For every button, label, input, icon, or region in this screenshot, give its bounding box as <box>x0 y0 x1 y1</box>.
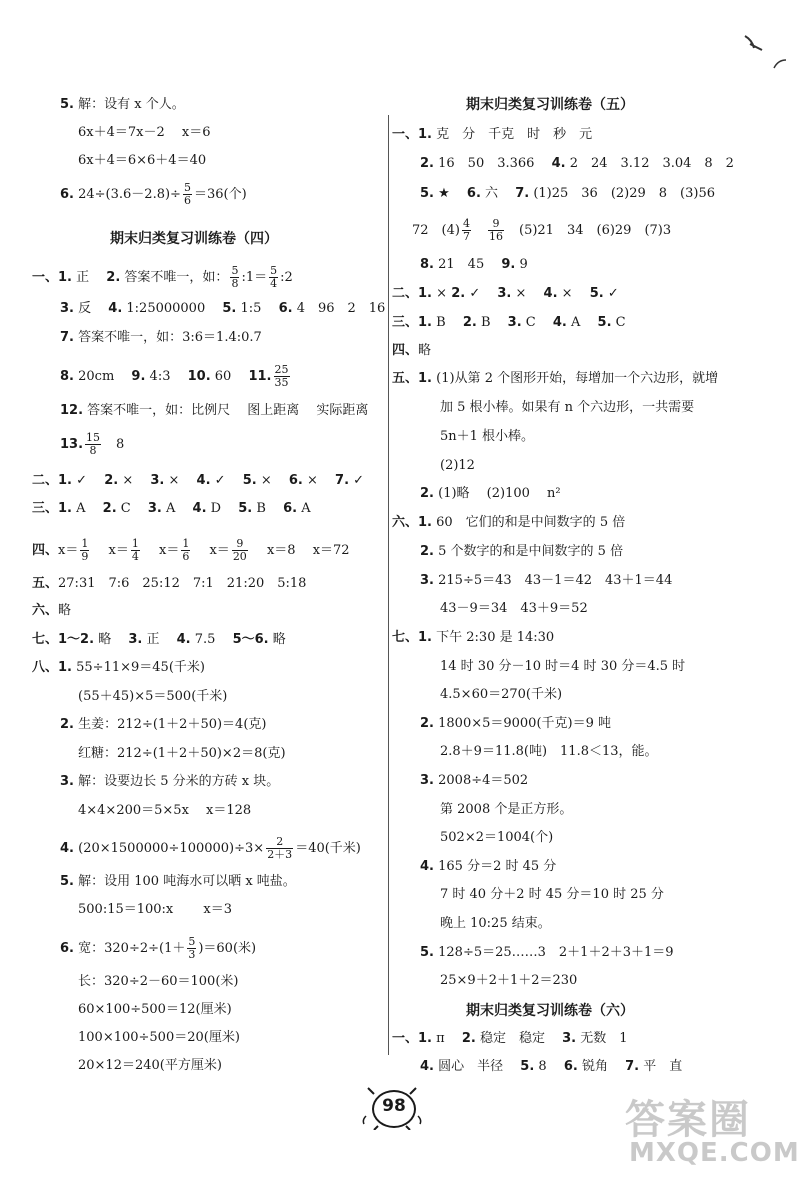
answer-text: 略 <box>272 632 286 647</box>
question-number: 7. <box>625 1059 640 1074</box>
question-number: 3. <box>420 573 434 588</box>
section-prefix: 五、 <box>392 371 419 386</box>
question-number: 5. <box>60 874 74 889</box>
answer-line <box>420 944 674 962</box>
answer-text: A <box>166 501 176 516</box>
answer-text: 正 <box>146 632 160 647</box>
denominator: 16 <box>488 230 503 243</box>
answer-line: 60×100÷500＝12(厘米) <box>78 1002 232 1017</box>
question-number: 2. <box>104 473 119 488</box>
question-number: 2. <box>420 716 434 731</box>
question-number: 11. <box>248 369 272 384</box>
answer-text: 六 <box>485 186 499 201</box>
answer-text: 2008÷4＝502 <box>438 773 529 788</box>
answer-text: 8 <box>116 437 125 452</box>
section-prefix: 三、 <box>32 501 59 516</box>
answer-line <box>60 329 262 347</box>
fraction <box>269 265 278 290</box>
answer-line <box>392 514 625 532</box>
answer-text: (1)从第 2 个图形开始，每增加一个六边形，就增 <box>436 371 719 386</box>
answer-line: 4×4×200＝5×5x x＝128 <box>78 803 252 818</box>
question-number: 2. <box>451 286 466 301</box>
section-prefix: 一、 <box>392 127 419 142</box>
numerator: 1 <box>131 537 139 550</box>
denominator: 8 <box>89 444 97 457</box>
numerator: 5 <box>270 264 278 277</box>
answer-text: 生姜：212÷(1＋2＋50)＝4(克) <box>78 717 267 732</box>
question-number: 5. <box>520 1059 535 1074</box>
answer-line <box>392 342 431 360</box>
question-number: 4. <box>176 632 191 647</box>
answer-line: (2)12 <box>440 458 475 473</box>
question-number: 4. <box>196 473 211 488</box>
answer-text: x＝72 <box>312 543 350 558</box>
answer-text: )＝60(米) <box>198 941 257 956</box>
section-prefix: 六、 <box>32 603 59 618</box>
answer-line: 43－9＝34 43＋9＝52 <box>440 601 588 616</box>
answer-line: 500:15＝100:x x＝3 <box>78 902 232 917</box>
answer-line <box>60 96 185 114</box>
question-number: 3. <box>60 301 74 316</box>
answer-text: 反 <box>78 301 92 316</box>
answer-text: (5)21 34 (6)29 (7)3 <box>519 223 672 238</box>
question-number: 9. <box>501 257 516 272</box>
answer-line: 25×9＋2＋1＋2＝230 <box>440 973 578 988</box>
answer-text: × <box>122 473 134 488</box>
fraction <box>488 218 504 243</box>
answer-text: π <box>436 1031 445 1046</box>
denominator: 4 <box>270 277 278 290</box>
question-number: 3. <box>562 1031 577 1046</box>
answer-line <box>420 155 734 173</box>
answer-line <box>392 314 626 332</box>
question-number: 2. <box>461 1031 476 1046</box>
answer-text: A <box>76 501 86 516</box>
answer-line: 14 时 30 分－10 时＝4 时 30 分＝4.5 时 <box>440 659 686 674</box>
answer-text: 1:25000000 <box>126 301 206 316</box>
answer-text: 正 <box>76 270 90 285</box>
denominator: 20 <box>232 550 247 563</box>
question-number: 13. <box>60 437 84 452</box>
answer-text: × <box>307 473 318 488</box>
question-number: 6. <box>60 941 74 956</box>
answer-line <box>60 836 361 861</box>
numerator: 5 <box>231 264 239 277</box>
numerator: 25 <box>274 363 289 376</box>
answer-line <box>60 300 385 318</box>
question-number: 5. <box>242 473 257 488</box>
answer-line: 100×100÷500＝20(厘米) <box>78 1030 240 1045</box>
question-number: 1. <box>418 127 432 142</box>
question-number: 1. <box>58 270 72 285</box>
answer-line: 加 5 根小棒。如果有 n 个六边形，一共需要 <box>440 400 695 415</box>
answer-text: x＝ <box>209 543 230 558</box>
answer-text: ✓ <box>353 473 365 488</box>
question-number: 1～2. <box>58 632 95 647</box>
answer-text: 165 分＝2 时 45 分 <box>438 859 557 874</box>
answer-text: 1800×5＝9000(千克)＝9 吨 <box>438 716 612 731</box>
question-number: 3. <box>128 632 143 647</box>
answer-text: × <box>168 473 180 488</box>
answer-text: 答案不唯一，如：3:6＝1.4:0.7 <box>78 330 262 345</box>
answer-text: × <box>515 286 527 301</box>
numerator: 2 <box>266 836 293 849</box>
section-title: 期末归类复习训练卷（四） <box>110 231 278 247</box>
answer-line <box>60 873 296 891</box>
answer-line <box>32 472 364 490</box>
answer-text: 21 45 <box>438 257 485 272</box>
question-number: 3. <box>60 774 74 789</box>
section-prefix: 七、 <box>32 632 59 647</box>
answer-text: (1)略 (2)100 n² <box>438 486 561 501</box>
question-number: 4. <box>543 286 558 301</box>
question-number: 5. <box>420 186 434 201</box>
answer-text: x＝ <box>58 543 79 558</box>
answer-text: 1:5 <box>240 301 262 316</box>
section-prefix: 四、 <box>392 343 419 358</box>
answer-line <box>392 629 554 647</box>
answer-text: ＝40(千米) <box>295 841 361 856</box>
answer-text: 答案不唯一，如： <box>124 270 229 285</box>
question-number: 2. <box>106 270 121 285</box>
question-number: 1. <box>58 660 72 675</box>
answer-text: C <box>525 315 536 330</box>
answer-line <box>412 218 671 243</box>
numerator: 1 <box>81 537 89 550</box>
section-prefix: 二、 <box>392 286 419 301</box>
answer-line: 502×2＝1004(个) <box>440 830 554 845</box>
question-number: 6. <box>60 187 74 202</box>
answer-line <box>392 126 592 144</box>
question-number: 3. <box>420 773 434 788</box>
page-number-label: 98 <box>382 1096 406 1116</box>
answer-line: (55＋45)×5＝500(千米) <box>78 689 228 704</box>
answer-text: x＝ <box>158 543 180 558</box>
question-number: 10. <box>187 369 211 384</box>
answer-line: 7 时 40 分＋2 时 45 分＝10 时 25 分 <box>440 887 664 902</box>
question-number: 4. <box>551 156 566 171</box>
answer-line <box>60 936 256 961</box>
answer-text: :2 <box>280 270 293 285</box>
answer-line <box>32 265 293 290</box>
answer-text: × <box>561 286 573 301</box>
question-number: 1. <box>418 371 432 386</box>
answer-text: C <box>615 315 626 330</box>
question-number: 7. <box>515 186 530 201</box>
answer-text: 20cm <box>78 369 115 384</box>
denominator: 6 <box>183 194 191 207</box>
answer-text: 宽：320÷2÷(1＋ <box>78 941 186 956</box>
numerator: 9 <box>232 538 248 551</box>
answer-text: C <box>120 501 131 516</box>
column-divider <box>388 115 389 1055</box>
answer-text: D <box>210 501 222 516</box>
question-number: 3. <box>507 315 522 330</box>
answer-line <box>392 1030 628 1048</box>
numerator: 5 <box>183 181 191 194</box>
fraction <box>181 538 190 563</box>
answer-line <box>420 572 672 590</box>
section-prefix: 二、 <box>32 473 59 488</box>
answer-line <box>420 543 623 561</box>
numerator: 9 <box>488 218 504 231</box>
denominator: 8 <box>231 277 239 290</box>
answer-text: 答案不唯一，如：比例尺 图上距离 实际距离 <box>87 403 369 418</box>
answer-line: 5n＋1 根小棒。 <box>440 429 535 444</box>
denominator: 35 <box>274 376 289 389</box>
question-number: 5. <box>420 945 434 960</box>
section-prefix: 六、 <box>392 515 419 530</box>
answer-text: ✓ <box>214 473 226 488</box>
question-number: 2. <box>420 544 434 559</box>
denominator: 2＋3 <box>267 848 293 861</box>
section-prefix: 四、 <box>32 543 59 558</box>
fraction <box>230 265 239 290</box>
answer-text: 平 直 <box>643 1059 683 1074</box>
answer-line <box>60 402 368 420</box>
answer-text: :1＝ <box>241 270 268 285</box>
question-number: 2. <box>420 486 434 501</box>
answer-text: 8 <box>538 1059 547 1074</box>
watermark-bottom: MXQE.COM <box>629 1138 800 1168</box>
answer-text: ★ <box>438 186 450 201</box>
answer-line: 长：320÷2－60＝100(米) <box>78 974 239 989</box>
answer-text: ✓ <box>76 473 88 488</box>
answer-text: A <box>301 501 311 516</box>
answer-line: 4.5×60＝270(千米) <box>440 687 563 702</box>
answer-line <box>32 500 311 518</box>
answer-line <box>60 182 247 207</box>
question-number: 1. <box>418 630 432 645</box>
question-number: 4. <box>108 301 123 316</box>
answer-line <box>60 716 266 734</box>
answer-text: 圆心 半径 <box>438 1059 504 1074</box>
answer-line <box>60 432 124 457</box>
numerator: 5 <box>188 935 196 948</box>
section-prefix: 八、 <box>32 660 59 675</box>
answer-text: 略 <box>58 603 72 618</box>
numerator: 4 <box>462 217 470 230</box>
fraction <box>183 182 192 207</box>
answer-text: 4:3 <box>149 369 171 384</box>
section-prefix: 三、 <box>392 315 419 330</box>
question-number: 5. <box>222 301 237 316</box>
answer-line: 6x＋4＝6×6＋4＝40 <box>78 153 207 168</box>
answer-text: 9 <box>519 257 528 272</box>
question-number: 5. <box>60 97 74 112</box>
fraction <box>274 364 290 389</box>
answer-text: B <box>256 501 266 516</box>
fraction <box>80 538 89 563</box>
question-number: 12. <box>60 403 84 418</box>
answer-text: ✓ <box>469 286 481 301</box>
answer-line <box>420 772 528 790</box>
answer-text: 60 <box>214 369 232 384</box>
answer-line <box>32 631 286 649</box>
question-number: 1. <box>58 473 72 488</box>
answer-text: × <box>436 286 448 301</box>
answer-line: 2.8＋9＝11.8(吨) 11.8＜13，能。 <box>440 744 658 759</box>
question-number: 6. <box>278 301 293 316</box>
answer-text: 4 96 2 16 <box>296 301 386 316</box>
question-number: 5. <box>238 501 253 516</box>
answer-line <box>392 285 619 303</box>
answer-text: 解：设要边长 5 分米的方砖 x 块。 <box>78 774 280 789</box>
answer-text: 7.5 <box>194 632 216 647</box>
answer-text: 55÷11×9＝45(千米) <box>76 660 205 675</box>
question-number: 2. <box>462 315 477 330</box>
answer-line <box>60 773 279 791</box>
question-number: 5. <box>597 315 612 330</box>
question-number: 4. <box>60 841 74 856</box>
answer-line: 红糖：212÷(1＋2＋50)×2＝8(克) <box>78 746 286 761</box>
question-number: 8. <box>420 257 434 272</box>
answer-text: 2 24 3.12 3.04 8 2 <box>569 156 734 171</box>
question-number: 1. <box>418 515 432 530</box>
question-number: 3. <box>147 501 162 516</box>
answer-line: 第 2008 个是正方形。 <box>440 802 573 817</box>
answer-text: (20×1500000÷100000)÷3× <box>78 841 265 856</box>
answer-line: 6x＋4＝7x－2 x＝6 <box>78 125 211 140</box>
question-number: 3. <box>497 286 512 301</box>
section-title: 期末归类复习训练卷（六） <box>466 1003 634 1019</box>
fraction <box>232 538 248 563</box>
answer-line: 20×12＝240(平方厘米) <box>78 1058 222 1073</box>
question-number: 6. <box>283 501 298 516</box>
answer-line: 晚上 10:25 结束。 <box>440 916 551 931</box>
corner-mark-icon <box>740 28 790 78</box>
section-prefix: 一、 <box>32 270 59 285</box>
watermark <box>625 1088 800 1168</box>
answer-line <box>420 715 611 733</box>
answer-line <box>420 185 715 203</box>
section-prefix: 七、 <box>392 630 419 645</box>
answer-text: 5 个数字的和是中间数字的 5 倍 <box>438 544 624 559</box>
question-number: 1. <box>418 315 432 330</box>
answer-text: 解：设有 x 个人。 <box>78 97 185 112</box>
fraction <box>131 538 140 563</box>
answer-text: 锐角 <box>581 1059 608 1074</box>
question-number: 4. <box>552 315 567 330</box>
answer-text: 72 (4) <box>412 223 460 238</box>
answer-text: 稳定 稳定 <box>479 1031 545 1046</box>
answer-text: A <box>571 315 581 330</box>
answer-text: (1)25 36 (2)29 8 (3)56 <box>533 186 716 201</box>
question-number: 4. <box>192 501 207 516</box>
question-number: 7. <box>60 330 74 345</box>
answer-line <box>420 485 561 503</box>
answer-text: x＝ <box>108 543 129 558</box>
answer-line <box>420 858 556 876</box>
answer-line <box>420 1058 682 1076</box>
question-number: 1. <box>418 1031 432 1046</box>
answer-line <box>32 575 306 593</box>
question-number: 6. <box>288 473 303 488</box>
answer-line <box>60 364 292 389</box>
section-prefix: 五、 <box>32 576 59 591</box>
answer-text: B <box>436 315 446 330</box>
denominator: 3 <box>188 948 196 961</box>
answer-text: x＝8 <box>266 543 296 558</box>
answer-text: ✓ <box>607 286 619 301</box>
answer-line <box>32 602 71 620</box>
fraction <box>266 836 293 861</box>
numerator: 15 <box>86 431 101 444</box>
answer-text: 16 50 3.366 <box>438 156 535 171</box>
answer-text: × <box>260 473 272 488</box>
question-number: 1. <box>418 286 432 301</box>
question-number: 2. <box>420 156 434 171</box>
answer-line <box>32 659 205 677</box>
numerator: 1 <box>182 537 190 550</box>
answer-text: 解：设用 100 吨海水可以晒 x 吨盐。 <box>78 874 296 889</box>
fraction <box>187 936 196 961</box>
answer-line <box>32 538 350 563</box>
question-number: 2. <box>102 501 117 516</box>
question-number: 5～6. <box>232 632 269 647</box>
answer-text: 克 分 千克 时 秒 元 <box>436 127 593 142</box>
answer-text: 略 <box>98 632 112 647</box>
answer-text: ＝36(个) <box>193 187 247 202</box>
section-prefix: 一、 <box>392 1031 419 1046</box>
answer-text: 24÷(3.6－2.8)÷ <box>78 187 181 202</box>
question-number: 4. <box>420 859 434 874</box>
question-number: 1. <box>58 501 72 516</box>
answer-text: B <box>480 315 491 330</box>
answer-text: 215÷5＝43 43－1＝42 43＋1＝44 <box>438 573 673 588</box>
answer-text: 60 它们的和是中间数字的 5 倍 <box>436 515 626 530</box>
question-number: 4. <box>420 1059 434 1074</box>
denominator: 7 <box>462 230 470 243</box>
denominator: 9 <box>81 550 89 563</box>
question-number: 9. <box>131 369 146 384</box>
question-number: 7. <box>335 473 350 488</box>
denominator: 4 <box>131 550 139 563</box>
fraction <box>462 218 471 243</box>
section-title: 期末归类复习训练卷（五） <box>466 97 634 113</box>
answer-line <box>420 256 528 274</box>
question-number: 2. <box>60 717 74 732</box>
question-number: 6. <box>563 1059 578 1074</box>
question-number: 5. <box>589 286 604 301</box>
page-number <box>360 1086 430 1130</box>
question-number: 6. <box>466 186 481 201</box>
question-number: 3. <box>150 473 165 488</box>
denominator: 6 <box>182 550 190 563</box>
watermark-top: 答案圈 <box>625 1097 751 1143</box>
question-number: 8. <box>60 369 74 384</box>
answer-line <box>392 370 718 388</box>
answer-text: 无数 1 <box>580 1031 628 1046</box>
answer-text: 128÷5＝25……3 2＋1＋2＋3＋1＝9 <box>438 945 674 960</box>
answer-text: 27:31 7:6 25:12 7:1 21:20 5:18 <box>58 576 307 591</box>
answer-text: 下午 2:30 是 14:30 <box>436 630 555 645</box>
answer-text: 略 <box>418 343 432 358</box>
fraction <box>85 432 101 457</box>
